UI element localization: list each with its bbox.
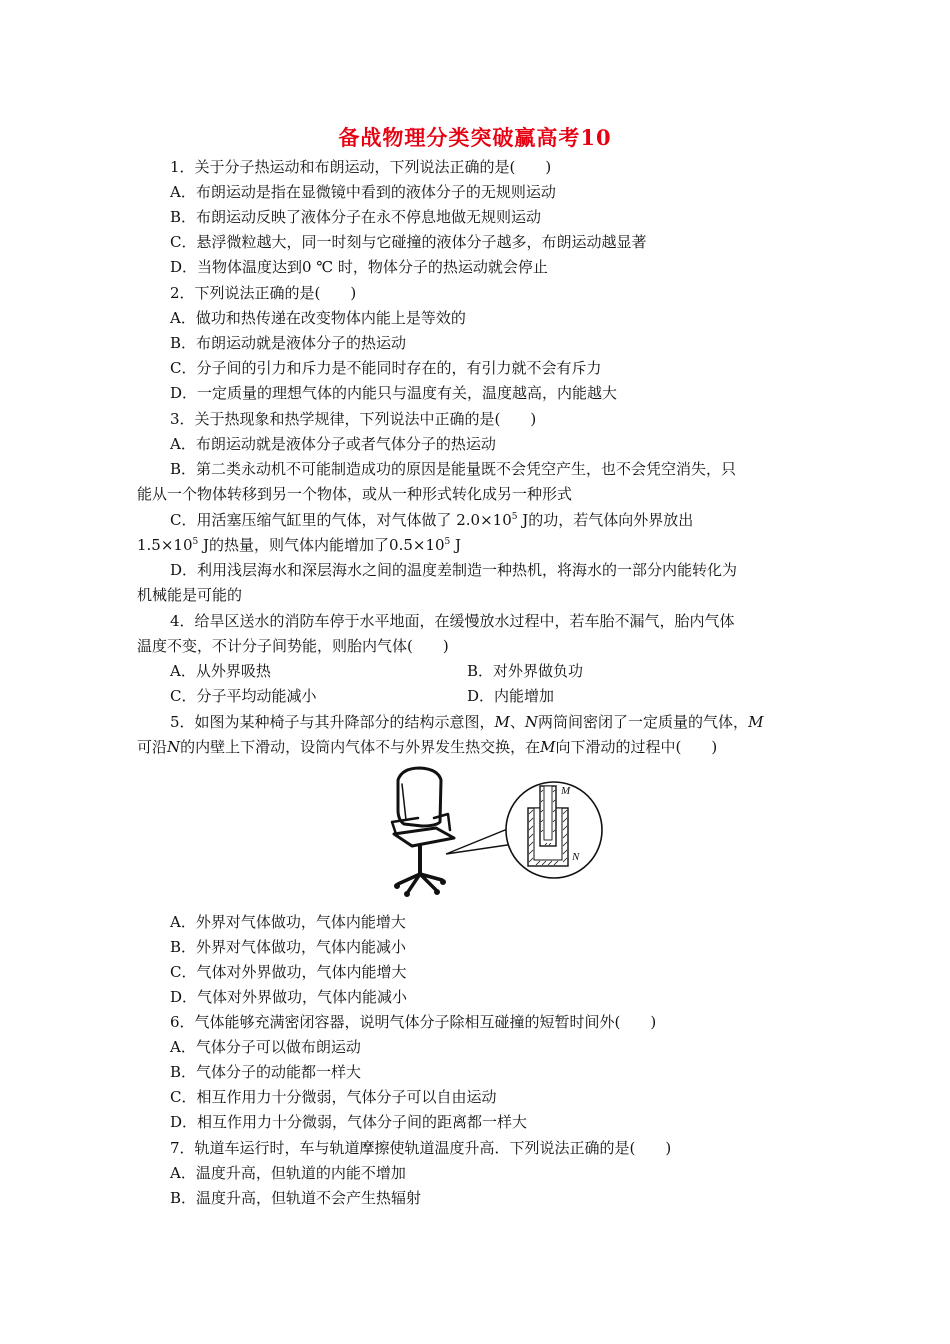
question-2-option-a: A．做功和热传递在改变物体内能上是等效的 [170,309,466,327]
question-5-text-5: 向下滑动的过程中( ) [555,738,718,756]
question-5-text-4: 的内壁上下滑动，设筒内气体不与外界发生热交换，在 [180,738,541,756]
question-5-option-a: A．外界对气体做功，气体内能增大 [170,913,406,931]
question-2-option-d: D．一定质量的理想气体的内能只与温度有关，温度越高，内能越大 [170,384,618,402]
question-5-text-2: 两筒间密闭了一定质量的气体， [538,713,749,731]
exponent: 5 [192,537,199,547]
question-4-stem-line-1: 4．给旱区送水的消防车停于水平地面，在缓慢放水过程中，若车胎不漏气，胎内气体 [170,612,735,630]
question-6-option-d: D．相互作用力十分微弱，气体分子间的距离都一样大 [170,1113,528,1131]
question-2-option-c: C．分子间的引力和斥力是不能同时存在的，有引力就不会有斥力 [170,359,602,377]
question-3-option-c-text-1: C．用活塞压缩气缸里的气体，对气体做了 2.0×10 [170,511,512,529]
question-5-option-b: B．外界对气体做功，气体内能减小 [170,938,407,956]
magnified-callout [446,782,602,878]
question-1-option-b: B．布朗运动反映了液体分子在永不停息地做无规则运动 [170,208,542,226]
question-3-option-d-line-1: D．利用浅层海水和深层海水之间的温度差制造一种热机，将海水的一部分内能转化为 [170,561,738,579]
question-4-option-a: A．从外界吸热 [170,662,271,680]
question-3-option-c-text-4: J的热量，则气体内能增加了0.5×10 [198,536,445,554]
question-1-stem: 1．关于分子热运动和布朗运动，下列说法正确的是( ) [170,158,552,176]
question-3-option-b-line-1: B．第二类永动机不可能制造成功的原因是能量既不会凭空产生，也不会凭空消失，只 [170,460,737,478]
question-3-option-c-line-2 [137,535,813,555]
question-5-option-c: C．气体对外界做功，气体内能增大 [170,963,407,981]
question-5-text-1: 5．如图为某种椅子与其升降部分的结构示意图， [170,713,495,731]
question-2-stem: 2．下列说法正确的是( ) [170,284,357,302]
question-5-text-3: 可沿 [137,738,168,756]
symbol-n: N [524,713,539,731]
question-3-option-b-line-2: 能从一个物体转移到另一个物体，或从一种形式转化成另一种形式 [137,485,573,503]
question-1-option-d: D．当物体温度达到0 ℃ 时，物体分子的热运动就会停止 [170,258,548,276]
question-7-option-b: B．温度升高，但轨道不会产生热辐射 [170,1189,422,1207]
page-title: 备战物理分类突破赢高考10 [338,125,612,150]
question-7-stem: 7．轨道车运行时，车与轨道摩擦使轨道温度升高．下列说法正确的是( ) [170,1139,672,1157]
question-7-option-a: A．温度升高，但轨道的内能不增加 [170,1164,406,1182]
chair-lift-figure [378,762,610,906]
separator: 、 [509,713,525,731]
question-3-option-a: A．布朗运动就是液体分子或者气体分子的热运动 [170,435,496,453]
question-5-option-d: D．气体对外界做功，气体内能减小 [170,988,408,1006]
question-4-option-c: C．分子平均动能减小 [170,687,317,705]
question-6-stem: 6．气体能够充满密闭容器，说明气体分子除相互碰撞的短暂时间外( ) [170,1013,657,1031]
question-6-option-a: A．气体分子可以做布朗运动 [170,1038,361,1056]
question-3-option-c-text-2: J的功，若气体向外界放出 [517,511,694,529]
question-3-option-c-text-3: 1.5×10 [137,536,193,554]
question-4-stem-line-2: 温度不变，不计分子间势能，则胎内气体( ) [137,637,449,655]
exponent: 5 [444,537,451,547]
figure-label-m: M [561,785,571,797]
question-6-option-b: B．气体分子的动能都一样大 [170,1063,362,1081]
question-3-option-d-line-2: 机械能是可能的 [137,586,243,604]
question-1-option-c: C．悬浮微粒越大，同一时刻与它碰撞的液体分子越多，布朗运动越显著 [170,233,647,251]
question-4-option-d: D．内能增加 [467,687,555,705]
question-2-option-b: B．布朗运动就是液体分子的热运动 [170,334,407,352]
question-1-option-a: A．布朗运动是指在显微镜中看到的液体分子的无规则运动 [170,183,556,201]
question-3-option-c-line-1 [170,510,693,530]
symbol-m: M [540,738,556,756]
question-4-option-b: B．对外界做负功 [467,662,584,680]
question-5-stem-line-1 [170,712,763,732]
chair-drawing [392,768,454,897]
question-5-stem-line-2 [137,737,813,757]
question-6-option-c: C．相互作用力十分微弱，气体分子可以自由运动 [170,1088,497,1106]
symbol-m: M [748,713,764,731]
question-3-option-c-text-5: J [450,536,462,554]
question-3-stem: 3．关于热现象和热学规律，下列说法中正确的是( ) [170,410,537,428]
exponent: 5 [511,512,518,522]
symbol-m: M [494,713,510,731]
symbol-n: N [167,738,181,756]
figure-label-n: N [572,851,580,863]
